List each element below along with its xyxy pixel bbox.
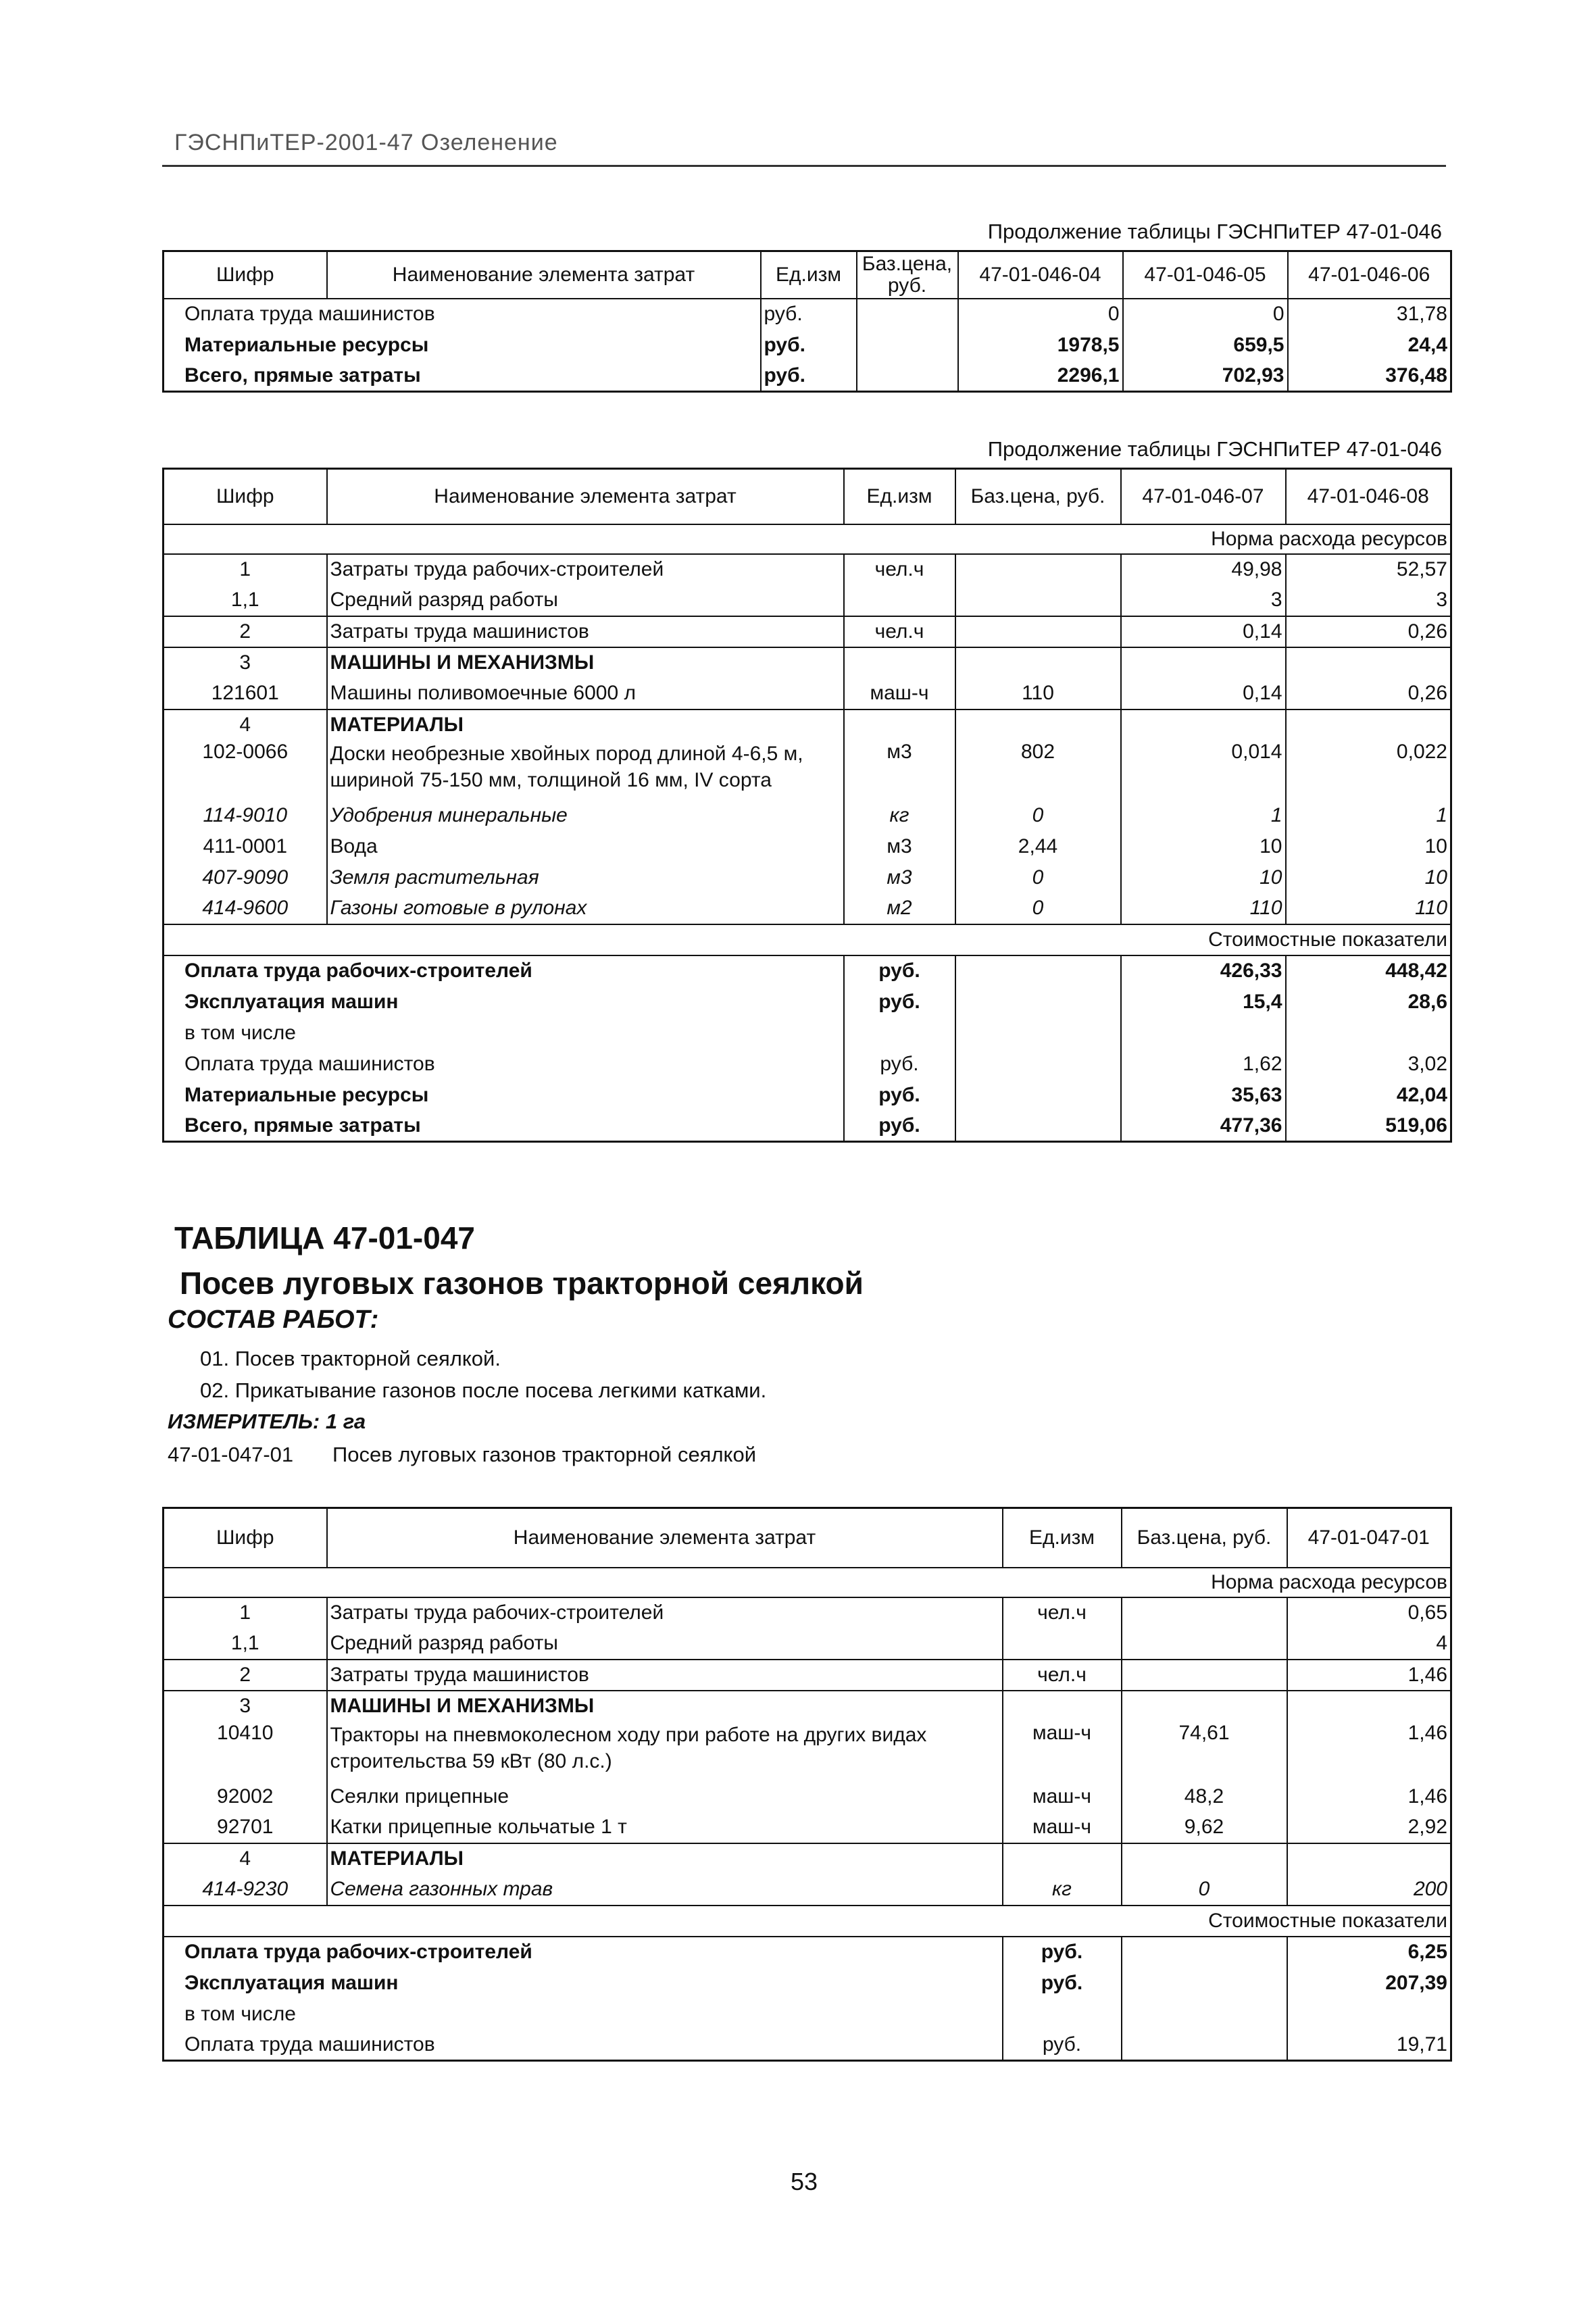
- row-name: Удобрения минеральные: [327, 800, 844, 831]
- row-code: 92701: [164, 1812, 327, 1843]
- cost-name: Материальные ресурсы: [164, 1080, 844, 1111]
- row-value: 1: [1286, 800, 1451, 831]
- table-row: [164, 955, 1451, 987]
- row-code: 10410: [164, 1722, 327, 1781]
- row-name: Средний разряд работы: [327, 1628, 1003, 1660]
- row-unit: кг: [844, 800, 955, 831]
- table-row: [164, 924, 1451, 955]
- table-row: [164, 893, 1451, 924]
- row-value: 10: [1121, 862, 1286, 893]
- cost-name: в том числе: [164, 1018, 844, 1049]
- table-row: [164, 1597, 1451, 1628]
- cost-value: [1286, 1018, 1451, 1049]
- row-unit: м3: [844, 862, 955, 893]
- table-title: ТАБЛИЦА 47-01-047: [174, 1220, 475, 1255]
- row-name: Материальные ресурсы: [164, 330, 761, 361]
- table-row: [164, 361, 1451, 392]
- row-name: Затраты труда машинистов: [327, 616, 844, 647]
- row-name: Тракторы на пневмоколесном ходу при работе на других видах строительства 59 кВт (80 л.с.): [327, 1722, 1003, 1781]
- section-cost-label: Стоимостные показатели: [164, 924, 1451, 955]
- row-price: [955, 647, 1121, 678]
- table-row: [164, 524, 1451, 554]
- row-unit: маш-ч: [844, 678, 955, 710]
- cost-name: Оплата труда рабочих-строителей: [164, 1937, 1003, 1968]
- cost-price: [1122, 1937, 1287, 1968]
- header-code: Шифр: [164, 1508, 327, 1568]
- row-value: 376,48: [1288, 361, 1451, 392]
- row-value: 3: [1286, 585, 1451, 616]
- header-name: Наименование элемента затрат: [327, 469, 844, 524]
- row-value: 0: [958, 299, 1123, 330]
- cost-name: Эксплуатация машин: [164, 987, 844, 1018]
- table-row: [164, 1874, 1451, 1906]
- row-price: [1122, 1628, 1287, 1660]
- row-name: Средний разряд работы: [327, 585, 844, 616]
- row-unit: чел.ч: [1003, 1597, 1122, 1628]
- row-code: 4: [164, 710, 327, 741]
- cost-value: 3,02: [1286, 1049, 1451, 1080]
- row-value: 1: [1121, 800, 1286, 831]
- row-name: Семена газонных трав: [327, 1874, 1003, 1906]
- header-col1: 47-01-047-01: [1287, 1508, 1451, 1568]
- table-row: [164, 862, 1451, 893]
- row-value: 0,022: [1286, 741, 1451, 800]
- row-unit: маш-ч: [1003, 1781, 1122, 1812]
- header-col1: 47-01-046-04: [958, 251, 1123, 299]
- table-row: [164, 647, 1451, 678]
- row-unit: [1003, 1843, 1122, 1874]
- row-code: 3: [164, 1691, 327, 1722]
- table-row: [164, 831, 1451, 862]
- row-value: [1286, 647, 1451, 678]
- table2-caption: Продолжение таблицы ГЭСНПиТЕР 47-01-046: [987, 437, 1442, 461]
- row-code: 1: [164, 554, 327, 585]
- row-value: 0,14: [1121, 678, 1286, 710]
- header-rule: [162, 165, 1446, 167]
- cost-value: [1121, 1018, 1286, 1049]
- row-name: Машины поливомоечные 6000 л: [327, 678, 844, 710]
- cost-name: Оплата труда машинистов: [164, 1049, 844, 1080]
- row-name: Вода: [327, 831, 844, 862]
- row-unit: [844, 647, 955, 678]
- row-value: 1978,5: [958, 330, 1123, 361]
- cost-price: [955, 987, 1121, 1018]
- row-value: [1287, 1691, 1451, 1722]
- header-code: Шифр: [164, 251, 327, 299]
- row-unit: руб.: [761, 330, 857, 361]
- row-code: 92002: [164, 1781, 327, 1812]
- cost-unit: руб.: [844, 955, 955, 987]
- row-price: 2,44: [955, 831, 1121, 862]
- table-row: [164, 1906, 1451, 1937]
- row-value: 2,92: [1287, 1812, 1451, 1843]
- row-unit: кг: [1003, 1874, 1122, 1906]
- row-price: [955, 554, 1121, 585]
- row-name: МАШИНЫ И МЕХАНИЗМЫ: [327, 1691, 1003, 1722]
- table-row: [164, 1660, 1451, 1691]
- row-price: [955, 710, 1121, 741]
- cost-value: 42,04: [1286, 1080, 1451, 1111]
- work-step: 01. Посев тракторной сеялкой.: [200, 1347, 501, 1370]
- cost-name: Эксплуатация машин: [164, 1968, 1003, 1999]
- table2-header-row: [164, 469, 1451, 524]
- header-name: Наименование элемента затрат: [327, 251, 761, 299]
- row-value: [1121, 710, 1286, 741]
- cost-unit: руб.: [844, 1111, 955, 1142]
- cost-unit: [844, 1018, 955, 1049]
- row-value: 1,46: [1287, 1781, 1451, 1812]
- cost-value: 35,63: [1121, 1080, 1286, 1111]
- header-unit: Ед.изм: [844, 469, 955, 524]
- row-name: Газоны готовые в рулонах: [327, 893, 844, 924]
- cost-price: [955, 1049, 1121, 1080]
- cost-name: Оплата труда машинистов: [164, 2030, 1003, 2061]
- row-value: 10: [1121, 831, 1286, 862]
- cost-value: 477,36: [1121, 1111, 1286, 1142]
- row-unit: [844, 585, 955, 616]
- table3: [162, 1507, 1452, 2062]
- row-value: 659,5: [1123, 330, 1288, 361]
- section-norm-label: Норма расхода ресурсов: [164, 524, 1451, 554]
- row-price: [1122, 1660, 1287, 1691]
- row-code: 1,1: [164, 1628, 327, 1660]
- cost-value: 1,62: [1121, 1049, 1286, 1080]
- header-col3: 47-01-046-06: [1288, 251, 1451, 299]
- row-price: 0: [955, 800, 1121, 831]
- row-name: Доски необрезные хвойных пород длиной 4-6,5 м, шириной 75-150 мм, толщиной 16 мм, IV сорта: [327, 741, 844, 800]
- table1-caption: Продолжение таблицы ГЭСНПиТЕР 47-01-046: [987, 220, 1442, 243]
- table-row: [164, 1722, 1451, 1781]
- row-unit: чел.ч: [844, 554, 955, 585]
- row-price: 9,62: [1122, 1812, 1287, 1843]
- table-row: [164, 2030, 1451, 2061]
- row-name: Оплата труда машинистов: [164, 299, 761, 330]
- row-name: МАТЕРИАЛЫ: [327, 710, 844, 741]
- header-code: Шифр: [164, 469, 327, 524]
- row-price: [857, 299, 958, 330]
- table1: [162, 250, 1452, 393]
- header-col1: 47-01-046-07: [1121, 469, 1286, 524]
- cost-value: 519,06: [1286, 1111, 1451, 1142]
- row-value: 10: [1286, 862, 1451, 893]
- table1-header-row: [164, 251, 1451, 299]
- row-value: 0,014: [1121, 741, 1286, 800]
- cost-unit: руб.: [1003, 1968, 1122, 1999]
- row-unit: руб.: [761, 299, 857, 330]
- cost-unit: руб.: [1003, 2030, 1122, 2061]
- row-value: [1287, 1843, 1451, 1874]
- row-unit: [1003, 1628, 1122, 1660]
- row-price: 74,61: [1122, 1722, 1287, 1781]
- row-name: МАТЕРИАЛЫ: [327, 1843, 1003, 1874]
- row-value: 1,46: [1287, 1660, 1451, 1691]
- cost-unit: [1003, 1999, 1122, 2030]
- row-unit: маш-ч: [1003, 1812, 1122, 1843]
- table-row: [164, 710, 1451, 741]
- row-unit: маш-ч: [1003, 1722, 1122, 1781]
- table-row: [164, 616, 1451, 647]
- table-row: [164, 987, 1451, 1018]
- cost-unit: руб.: [844, 987, 955, 1018]
- row-name: Затраты труда рабочих-строителей: [327, 1597, 1003, 1628]
- table-row: [164, 1812, 1451, 1843]
- row-value: 24,4: [1288, 330, 1451, 361]
- table-row: [164, 1781, 1451, 1812]
- row-code: 411-0001: [164, 831, 327, 862]
- cost-price: [1122, 1999, 1287, 2030]
- row-code: 1: [164, 1597, 327, 1628]
- table-row: [164, 1049, 1451, 1080]
- row-price: [857, 361, 958, 392]
- row-unit: м2: [844, 893, 955, 924]
- measure-label: ИЗМЕРИТЕЛЬ: 1 га: [168, 1410, 366, 1433]
- row-price: 0: [955, 862, 1121, 893]
- row-value: 49,98: [1121, 554, 1286, 585]
- row-value: 4: [1287, 1628, 1451, 1660]
- work-step: 02. Прикатывание газонов после посева легкими катками.: [200, 1378, 767, 1402]
- row-unit: чел.ч: [844, 616, 955, 647]
- row-value: 0,26: [1286, 678, 1451, 710]
- row-code: 2: [164, 1660, 327, 1691]
- item-code: 47-01-047-01: [168, 1443, 294, 1466]
- page-number: 53: [791, 2168, 818, 2195]
- row-price: [1122, 1691, 1287, 1722]
- section-norm-label: Норма расхода ресурсов: [164, 1568, 1451, 1597]
- table-row: [164, 1937, 1451, 1968]
- header-unit: Ед.изм: [1003, 1508, 1122, 1568]
- cost-price: [1122, 2030, 1287, 2061]
- cost-unit: руб.: [844, 1080, 955, 1111]
- table-row: [164, 1018, 1451, 1049]
- cost-price: [955, 1080, 1121, 1111]
- header-name: Наименование элемента затрат: [327, 1508, 1003, 1568]
- table3-header-row: [164, 1508, 1451, 1568]
- cost-value: 19,71: [1287, 2030, 1451, 2061]
- row-unit: м3: [844, 741, 955, 800]
- row-price: 802: [955, 741, 1121, 800]
- cost-price: [955, 955, 1121, 987]
- cost-value: 426,33: [1121, 955, 1286, 987]
- row-code: 114-9010: [164, 800, 327, 831]
- row-code: 121601: [164, 678, 327, 710]
- table-row: [164, 1968, 1451, 1999]
- row-value: 1,46: [1287, 1722, 1451, 1781]
- cost-name: в том числе: [164, 1999, 1003, 2030]
- row-unit: м3: [844, 831, 955, 862]
- header-price: Баз.цена, руб.: [955, 469, 1121, 524]
- item-name: Посев луговых газонов тракторной сеялкой: [332, 1443, 757, 1466]
- row-value: 200: [1287, 1874, 1451, 1906]
- table2: [162, 468, 1452, 1143]
- row-name: Всего, прямые затраты: [164, 361, 761, 392]
- row-price: [1122, 1843, 1287, 1874]
- cost-value: 15,4: [1121, 987, 1286, 1018]
- row-value: 702,93: [1123, 361, 1288, 392]
- table-row: [164, 1111, 1451, 1142]
- header-unit: Ед.изм: [761, 251, 857, 299]
- table-row: [164, 678, 1451, 710]
- row-price: [1122, 1597, 1287, 1628]
- row-name: Катки прицепные кольчатые 1 т: [327, 1812, 1003, 1843]
- table-row: [164, 1999, 1451, 2030]
- row-value: 110: [1286, 893, 1451, 924]
- table-row: [164, 554, 1451, 585]
- row-value: 52,57: [1286, 554, 1451, 585]
- cost-price: [955, 1018, 1121, 1049]
- row-value: [1121, 647, 1286, 678]
- table-row: [164, 1568, 1451, 1597]
- row-code: 407-9090: [164, 862, 327, 893]
- row-value: 3: [1121, 585, 1286, 616]
- header-col2: 47-01-046-08: [1286, 469, 1451, 524]
- row-price: [955, 616, 1121, 647]
- row-value: 2296,1: [958, 361, 1123, 392]
- row-code: 2: [164, 616, 327, 647]
- row-price: [857, 330, 958, 361]
- row-name: Земля растительная: [327, 862, 844, 893]
- row-value: 0,65: [1287, 1597, 1451, 1628]
- table-row: [164, 1843, 1451, 1874]
- row-value: [1286, 710, 1451, 741]
- row-value: 0: [1123, 299, 1288, 330]
- table-row: [164, 800, 1451, 831]
- row-price: 0: [955, 893, 1121, 924]
- row-unit: руб.: [761, 361, 857, 392]
- table-row: [164, 741, 1451, 800]
- header-price: Баз.цена, руб.: [857, 251, 958, 299]
- cost-unit: руб.: [1003, 1937, 1122, 1968]
- row-code: 414-9600: [164, 893, 327, 924]
- row-price: 48,2: [1122, 1781, 1287, 1812]
- cost-unit: руб.: [844, 1049, 955, 1080]
- row-name: Сеялки прицепные: [327, 1781, 1003, 1812]
- running-header: ГЭСНПиТЕР-2001-47 Озеленение: [174, 130, 558, 155]
- table-subtitle: Посев луговых газонов тракторной сеялкой: [180, 1266, 864, 1301]
- cost-value: [1287, 1999, 1451, 2030]
- row-value: 10: [1286, 831, 1451, 862]
- row-value: 31,78: [1288, 299, 1451, 330]
- row-code: 3: [164, 647, 327, 678]
- row-unit: [844, 710, 955, 741]
- row-value: 110: [1121, 893, 1286, 924]
- row-code: 414-9230: [164, 1874, 327, 1906]
- row-unit: чел.ч: [1003, 1660, 1122, 1691]
- table-row: [164, 1080, 1451, 1111]
- row-value: 0,26: [1286, 616, 1451, 647]
- cost-name: Оплата труда рабочих-строителей: [164, 955, 844, 987]
- cost-value: 448,42: [1286, 955, 1451, 987]
- section-cost-label: Стоимостные показатели: [164, 1906, 1451, 1937]
- row-price: 0: [1122, 1874, 1287, 1906]
- row-price: 110: [955, 678, 1121, 710]
- header-col2: 47-01-046-05: [1123, 251, 1288, 299]
- row-name: МАШИНЫ И МЕХАНИЗМЫ: [327, 647, 844, 678]
- table-row: [164, 330, 1451, 361]
- row-name: Затраты труда рабочих-строителей: [327, 554, 844, 585]
- composition-label: СОСТАВ РАБОТ:: [168, 1305, 379, 1334]
- row-value: 0,14: [1121, 616, 1286, 647]
- cost-price: [955, 1111, 1121, 1142]
- row-code: 4: [164, 1843, 327, 1874]
- cost-value: 6,25: [1287, 1937, 1451, 1968]
- row-code: 1,1: [164, 585, 327, 616]
- table-row: [164, 299, 1451, 330]
- table-row: [164, 1628, 1451, 1660]
- cost-price: [1122, 1968, 1287, 1999]
- cost-value: 207,39: [1287, 1968, 1451, 1999]
- row-price: [955, 585, 1121, 616]
- header-price: Баз.цена, руб.: [1122, 1508, 1287, 1568]
- cost-name: Всего, прямые затраты: [164, 1111, 844, 1142]
- row-name: Затраты труда машинистов: [327, 1660, 1003, 1691]
- table-row: [164, 585, 1451, 616]
- cost-value: 28,6: [1286, 987, 1451, 1018]
- table-row: [164, 1691, 1451, 1722]
- row-unit: [1003, 1691, 1122, 1722]
- row-code: 102-0066: [164, 741, 327, 800]
